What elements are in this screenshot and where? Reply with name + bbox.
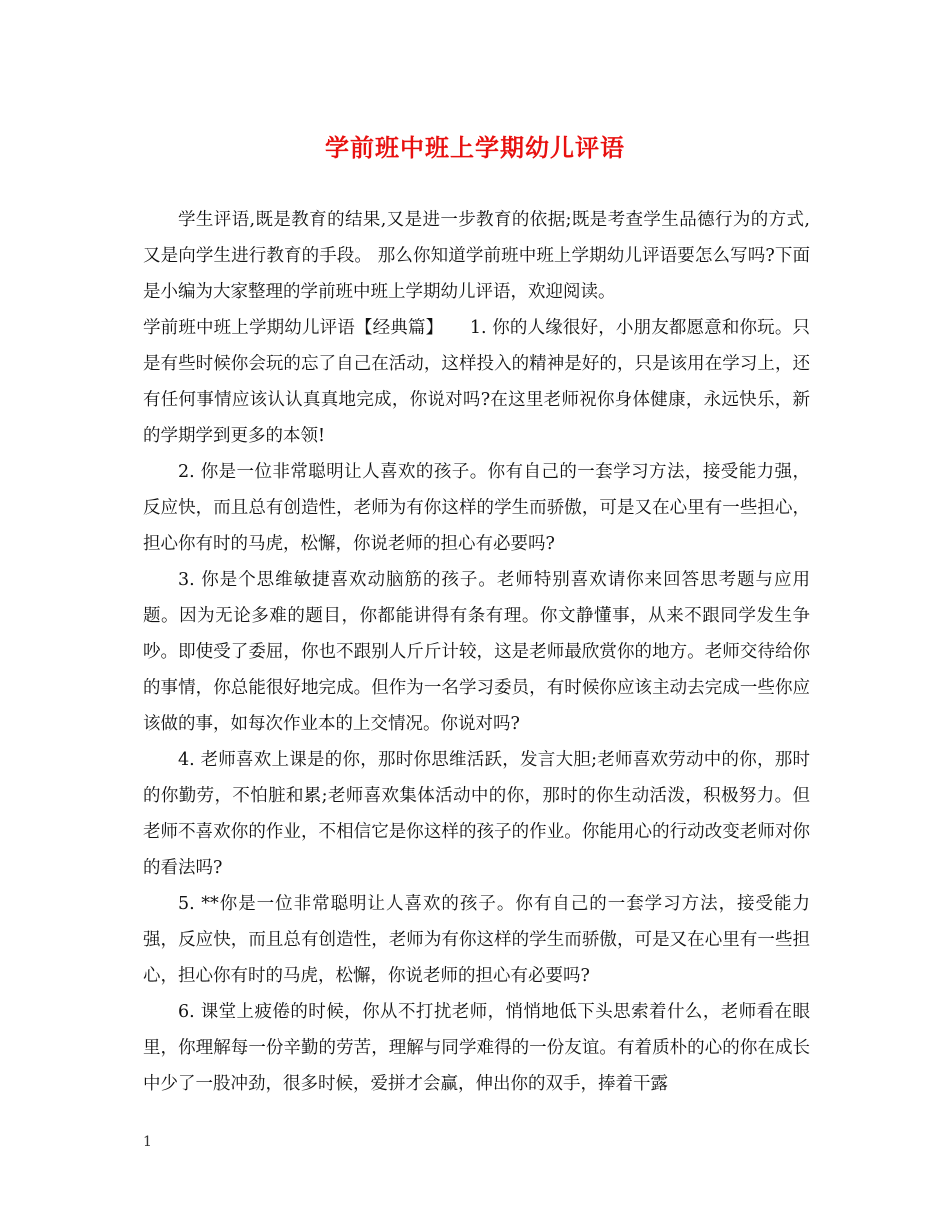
document-body bbox=[143, 202, 810, 1102]
comment-paragraph-2: 2. 你是一位非常聪明让人喜欢的孩子。你有自己的一套学习方法，接受能力强，反应快，而且总有创造性，老师为有你这样的学生而骄傲，可是又在心里有一些担心，担心你有时的马虎，松懈，你说老师的担心有必要吗? bbox=[143, 462, 810, 554]
document-title: 学前班中班上学期幼儿评语 bbox=[325, 133, 625, 162]
comment-paragraph-5: 5. **你是一位非常聪明让人喜欢的孩子。你有自己的一套学习方法，接受能力强，反应快，而且总有创造性，老师为有你这样的学生而骄傲，可是又在心里有一些担心，担心你有时的马虎，松懈，你说老师的担心有必要吗? bbox=[143, 894, 810, 986]
page-number: 1 bbox=[143, 1134, 152, 1150]
intro-paragraph: 学生评语,既是教育的结果,又是进一步教育的依据;既是考查学生品德行为的方式,又是向学生进行教育的手段。 那么你知道学前班中班上学期幼儿评语要怎么写吗?下面是小编为大家整理的学前班中班上学期幼儿评语，欢迎阅读。 bbox=[143, 210, 810, 302]
comment-paragraph-6: 6. 课堂上疲倦的时候，你从不打扰老师，悄悄地低下头思索着什么，老师看在眼里，你理解每一份辛勤的劳苦，理解与同学难得的一份友谊。有着质朴的心的你在成长中少了一股冲劲，很多时候，爱拼才会赢，伸出你的双手，捧着干露 bbox=[143, 1002, 810, 1094]
classic-section-paragraph: 学前班中班上学期幼儿评语【经典篇】 1. 你的人缘很好，小朋友都愿意和你玩。只是有些时候你会玩的忘了自己在活动，这样投入的精神是好的，只是该用在学习上，还有任何事情应该认认真真地完成，你说对吗?在这里老师祝你身体健康，永远快乐，新的学期学到更多的本领! bbox=[143, 318, 810, 446]
comment-paragraph-4: 4. 老师喜欢上课是的你，那时你思维活跃，发言大胆;老师喜欢劳动中的你，那时的你勤劳，不怕脏和累;老师喜欢集体活动中的你，那时的你生动活泼，积极努力。但老师不喜欢你的作业，不相信它是你这样的孩子的作业。你能用心的行动改变老师对你的看法吗? bbox=[143, 750, 810, 878]
comment-paragraph-3: 3. 你是个思维敏捷喜欢动脑筋的孩子。老师特别喜欢请你来回答思考题与应用题。因为无论多难的题目，你都能讲得有条有理。你文静懂事，从来不跟同学发生争吵。即使受了委屈，你也不跟别人斤斤计较，这是老师最欣赏你的地方。老师交待给你的事情，你总能很好地完成。但作为一名学习委员，有时候你应该主动去完成一些你应该做的事，如每次作业本的上交情况。你说对吗? bbox=[143, 570, 810, 734]
